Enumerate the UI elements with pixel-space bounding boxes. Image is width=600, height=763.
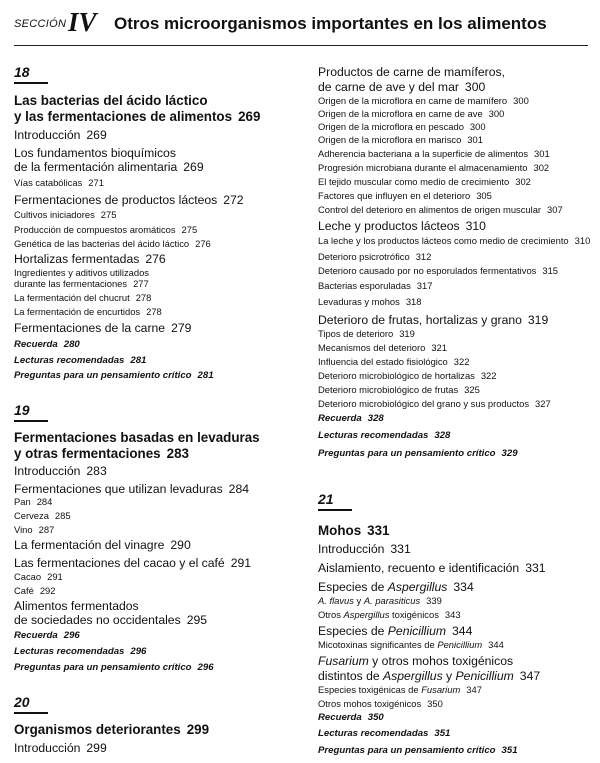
toc-entry[interactable]: Introducción 331 [318,542,411,556]
toc-entry[interactable]: La fermentación del vinagre 290 [14,538,191,552]
toc-subentry[interactable]: Deterioro microbiológico del grano y sus productos 327 [318,398,551,409]
chapter-rule [318,509,352,511]
toc-preguntas[interactable]: Preguntas para un pensamiento crítico 351 [318,745,518,756]
toc-entry[interactable]: Aislamiento, recuento e identificación 331 [318,561,546,575]
toc-entry[interactable]: Fermentaciones de productos lácteos 272 [14,193,244,207]
toc-subentry[interactable]: Cultivos iniciadores 275 [14,209,117,220]
toc-subentry[interactable]: Progresión microbiana durante el almacenamiento 302 [318,162,550,173]
toc-recuerda[interactable]: Recuerda 296 [14,630,80,641]
toc-recuerda[interactable]: Recuerda 280 [14,339,80,350]
toc-lecturas[interactable]: Lecturas recomendadas 328 [318,430,451,441]
toc-entry[interactable]: Las fermentaciones del cacao y el café 291 [14,556,252,570]
section-title: Otros microorganismos importantes en los alimentos [114,14,547,33]
toc-preguntas[interactable]: Preguntas para un pensamiento crítico 281 [14,370,214,381]
toc-subentry[interactable]: Pan 284 [14,496,53,507]
toc-subentry[interactable]: Origen de la microflora en marisco 301 [318,134,483,145]
toc-entry[interactable]: Introducción 269 [14,128,107,142]
toc-lecturas[interactable]: Lecturas recomendadas 281 [14,355,147,366]
toc-subentry[interactable]: Levaduras y mohos 318 [318,296,422,307]
toc-subentry[interactable]: Deterioro causado por no esporulados fermentativos 315 [318,265,559,276]
toc-subentry[interactable]: Origen de la microflora en pescado 300 [318,121,486,132]
toc-subentry[interactable]: Deterioro microbiológico de frutas 325 [318,384,480,395]
section-label: SECCIÓN [14,18,67,30]
toc-entry[interactable]: Hortalizas fermentadas 276 [14,252,166,266]
toc-subentry[interactable]: La fermentación de encurtidos 278 [14,306,162,317]
chapter-rule [14,712,48,714]
toc-entry[interactable]: de sociedades no occidentales 295 [14,613,208,627]
header-rule [14,45,588,46]
toc-entry[interactable]: Fermentaciones que utilizan levaduras 284 [14,482,250,496]
toc-subentry[interactable]: Vino 287 [14,524,55,535]
toc-entry[interactable]: de la fermentación alimentaria 269 [14,160,204,174]
toc-subentry[interactable]: A. flavus y A. parasiticus 339 [318,595,442,606]
chapter-rule [14,420,48,422]
toc-subentry[interactable]: Deterioro microbiológico de hortalizas 322 [318,370,497,381]
chapter-title[interactable]: Organismos deteriorantes 299 [14,722,210,737]
toc-subentry[interactable]: Deterioro psicrotrófico 312 [318,251,432,262]
toc-subentry[interactable]: Origen de la microflora en carne de ave 300 [318,108,505,119]
toc-subentry[interactable]: Café 292 [14,585,56,596]
toc-entry[interactable]: Leche y productos lácteos 310 [318,219,486,233]
toc-entry[interactable]: Introducción 299 [14,741,107,755]
toc-recuerda[interactable]: Recuerda 350 [318,712,384,723]
toc-entry[interactable]: Deterioro de frutas, hortalizas y grano 319 [318,313,549,327]
section-header [14,7,588,37]
toc-entry[interactable]: Productos de carne de mamíferos, [318,65,505,79]
toc-subentry[interactable]: Origen de la microflora en carne de mamífero 300 [318,95,529,106]
toc-subentry[interactable]: El tejido muscular como medio de crecimiento 302 [318,176,531,187]
toc-subentry[interactable]: Control del deterioro en alimentos de origen muscular 307 [318,204,563,215]
toc-subentry[interactable]: Cacao 291 [14,571,63,582]
chapter-title[interactable]: Fermentaciones basadas en levaduras [14,430,260,445]
toc-entry[interactable]: Alimentos fermentados [14,599,139,613]
chapter-title[interactable]: y las fermentaciones de alimentos 269 [14,109,261,124]
toc-subentry[interactable]: Vías catabólicas 271 [14,177,104,188]
toc-entry[interactable]: Fermentaciones de la carne 279 [14,321,192,335]
section-number: IV [68,7,97,37]
toc-subentry[interactable]: Bacterias esporuladas 317 [318,280,433,291]
toc-subentry[interactable]: Micotoxinas significantes de Penicillium 344 [318,639,504,650]
toc-subentry[interactable]: Especies toxigénicas de Fusarium 347 [318,684,482,695]
toc-subentry[interactable]: Cerveza 285 [14,510,71,521]
chapter-number: 19 [14,402,30,418]
chapter-number: 20 [14,694,30,710]
toc-lecturas[interactable]: Lecturas recomendadas 351 [318,728,451,739]
toc-subentry[interactable]: Otros Aspergillus toxigénicos 343 [318,609,461,620]
chapter-title[interactable]: y otras fermentaciones 283 [14,446,189,461]
toc-entry[interactable]: Especies de Penicillium 344 [318,624,473,638]
toc-preguntas[interactable]: Preguntas para un pensamiento crítico 296 [14,662,214,673]
toc-recuerda[interactable]: Recuerda 328 [318,413,384,424]
toc-lecturas[interactable]: Lecturas recomendadas 296 [14,646,147,657]
toc-subentry[interactable]: Genética de las bacterias del ácido láctico 276 [14,238,211,249]
toc-subentry[interactable]: Influencia del estado fisiológico 322 [318,356,470,367]
toc-entry[interactable]: Fusarium y otros mohos toxigénicos [318,654,514,668]
chapter-title[interactable]: Las bacterias del ácido láctico [14,93,208,108]
toc-entry[interactable]: Introducción 283 [14,464,107,478]
toc-entry[interactable]: de carne de ave y del mar 300 [318,80,486,94]
chapter-title[interactable]: Mohos 331 [318,523,390,538]
toc-entry[interactable]: Los fundamentos bioquímicos [14,146,176,160]
toc-preguntas[interactable]: Preguntas para un pensamiento crítico 329 [318,448,518,459]
toc-subentry[interactable]: Ingredientes y aditivos utilizados [14,267,149,278]
toc-subentry[interactable]: Producción de compuestos aromáticos 275 [14,224,198,235]
chapter-number: 21 [318,491,334,507]
toc-subentry[interactable]: Mecanismos del deterioro 321 [318,342,447,353]
toc-subentry[interactable]: durante las fermentaciones 277 [14,278,149,289]
toc-subentry[interactable]: Otros mohos toxigénicos 350 [318,698,443,709]
toc-entry[interactable]: Especies de Aspergillus 334 [318,580,474,594]
toc-subentry[interactable]: Tipos de deterioro 319 [318,328,415,339]
chapter-rule [14,82,48,84]
toc-subentry[interactable]: La fermentación del chucrut 278 [14,292,152,303]
chapter-number: 18 [14,64,30,80]
toc-subentry[interactable]: La leche y los productos lácteos como medio de crecimiento 310 [318,235,591,246]
toc-entry[interactable]: distintos de Aspergillus y Penicillium 347 [318,669,541,683]
toc-subentry[interactable]: Adherencia bacteriana a la superficie de alimentos 301 [318,148,550,159]
toc-subentry[interactable]: Factores que influyen en el deterioro 305 [318,190,492,201]
